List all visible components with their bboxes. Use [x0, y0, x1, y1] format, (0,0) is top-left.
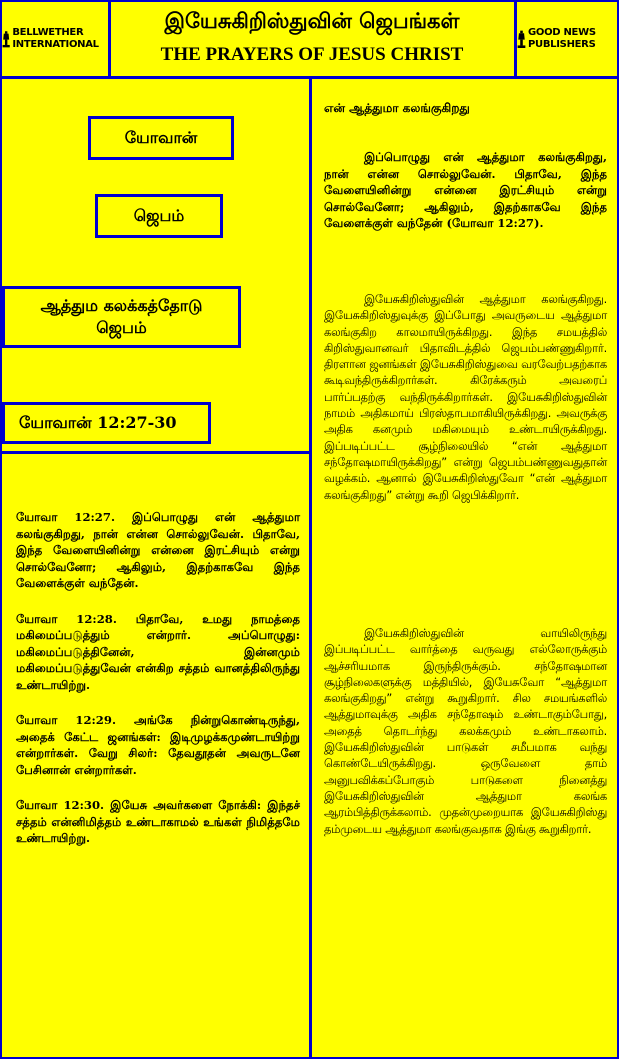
prayer-title-line2: ஜெபம் — [96, 318, 147, 337]
lamp-icon — [517, 24, 526, 54]
prayer-label: ஜெபம் — [95, 194, 223, 238]
bellwether-logo — [2, 2, 111, 76]
left-column — [2, 79, 312, 1057]
right-column — [312, 79, 617, 1057]
scripture-reference: யோவான் 12:27-30 — [2, 402, 211, 444]
book-label: யோவான் — [88, 116, 234, 160]
prayer-title — [2, 286, 241, 348]
commentary-paragraph: இயேசுகிறிஸ்துவின் வாயிலிருந்து இப்படிப்பட்ட வார்த்தை வருவது எல்லோருக்கும் ஆச்சரியமாக இருந்திருக்கும். சந்தோஷமான சூழ்நிலைகளுக்கு மத்தியில், இயேசுவோ “ஆத்துமா கலங்குகிறது” என்று கூறுகிறார். சில சமயங்களில் ஆத்துமாவுக்கு அதிக சந்தோஷம் உண்டாகும்போது, அதைத் தொடர்ந்து கலக்கமும் உண்டாகலாம். இயேசுகிறிஸ்துவின் பாடுகள் சமீபமாக வந்து கொண்டேயிருக்கிறது. ஒருவேளை தாம் அனுபவிக்கப்போகும் பாடுகளை நினைத்து இயேசுகிறிஸ்துவின் ஆத்துமா கலங்க ஆரம்பித்திருக்கலாம். முதன்முறையாக இயேசுகிறிஸ்து தம்முடைய ஆத்துமா கலங்குவதாக இங்கு கூறுகிறார். — [324, 626, 607, 836]
quoted-verse: இப்பொழுது என் ஆத்துமா கலங்குகிறது, நான் என்ன சொல்லுவேன். பிதாவே, இந்த வேளையினின்று என்னை இரட்சியும் என்று சொல்வேனோ; ஆகிலும், இதற்காகவே இந்த வேளைக்குள் வந்தேன் (யோவா 12:27). — [324, 150, 607, 230]
header — [2, 2, 617, 79]
verse-item: யோவா 12:28. பிதாவே, உமது நாமத்தை மகிமைப்படுத்தும் என்றார். அப்பொழுது: மகிமைப்படுத்தினேன், இன்னமும் மகிமைப்படுத்துவேன் என்கிற சத்தம் வானத்திலிருந்து உண்டாயிற்று. — [16, 611, 300, 692]
good-news-logo-text: GOOD NEWS PUBLISHERS — [528, 27, 596, 50]
verse-item: யோவா 12:29. அங்கே நின்றுகொண்டிருந்து, அதைக் கேட்ட ஜனங்கள்: இடிமுழக்கமுண்டாயிற்று என்றார்கள். வேறு சிலர்: தேவதூதன் அவருடனே பேசினான் என்றார்கள். — [16, 713, 300, 777]
title-box — [112, 2, 512, 76]
page-title-tamil: இயேசுகிறிஸ்துவின் ஜெபங்கள் — [164, 8, 460, 33]
page-title-english: THE PRAYERS OF JESUS CHRIST — [160, 44, 464, 65]
verse-item: யோவா 12:27. இப்பொழுது என் ஆத்துமா கலங்குகிறது, நான் என்ன சொல்லுவேன். பிதாவே, இந்த வேளையினின்று என்னை இரட்சியும் என்று சொல்வேனோ; ஆகிலும், இதற்காகவே இந்த வேளைக்குள் வந்தேன். — [16, 510, 300, 590]
divider — [2, 451, 309, 454]
section-heading: என் ஆத்துமா கலங்குகிறது — [324, 101, 470, 115]
good-news-logo — [514, 2, 617, 76]
bellwether-logo-text: BELLWETHER INTERNATIONAL — [12, 27, 99, 50]
prayer-title-line1: ஆத்தும கலக்கத்தோடு — [40, 296, 203, 315]
verse-list — [16, 509, 300, 866]
verse-item: யோவா 12:30. இயேசு அவர்களை நோக்கி: இந்தச் சத்தம் என்னிமித்தம் உண்டாகாமல் உங்கள் நிமித்தமே உண்டாயிற்று. — [16, 798, 300, 845]
commentary-paragraph: இயேசுகிறிஸ்துவின் ஆத்துமா கலங்குகிறது. இயேசுகிறிஸ்துவுக்கு இப்போது அவருடைய ஆத்துமா கலங்குகிற காலமாயிருக்கிறது. இந்த சமயத்தில் கிறிஸ்துவானவர் பிதாவிடத்தில் ஜெபம்பண்ணுகிறார். திரளான ஜனங்கள் இயேசுகிறிஸ்துவை வரவேற்பதற்காக கூடிவந்திருக்கிறார்கள். கிரேக்கரும் அவரைப் பார்ப்பதற்கு வந்திருக்கிறார்கள். இயேசுகிறிஸ்துவின் நாமம் அதிகமாய் பிரஸ்தாபமாகியிருக்கிறது. அவருக்கு அதிக கனமும் மகிமையும் உண்டாயிருக்கிறது. இப்படிப்பட்ட சூழ்நிலையில் “என் ஆத்துமா சந்தோஷமாயிருக்கிறது” என்று ஜெபம்பண்ணுவதுதான் வழக்கம். ஆனால் இயேசுகிறிஸ்துவோ “என் ஆத்துமா கலங்குகிறது” என்று கூறி ஜெபிக்கிறார். — [324, 292, 607, 502]
lamp-icon — [2, 24, 10, 54]
